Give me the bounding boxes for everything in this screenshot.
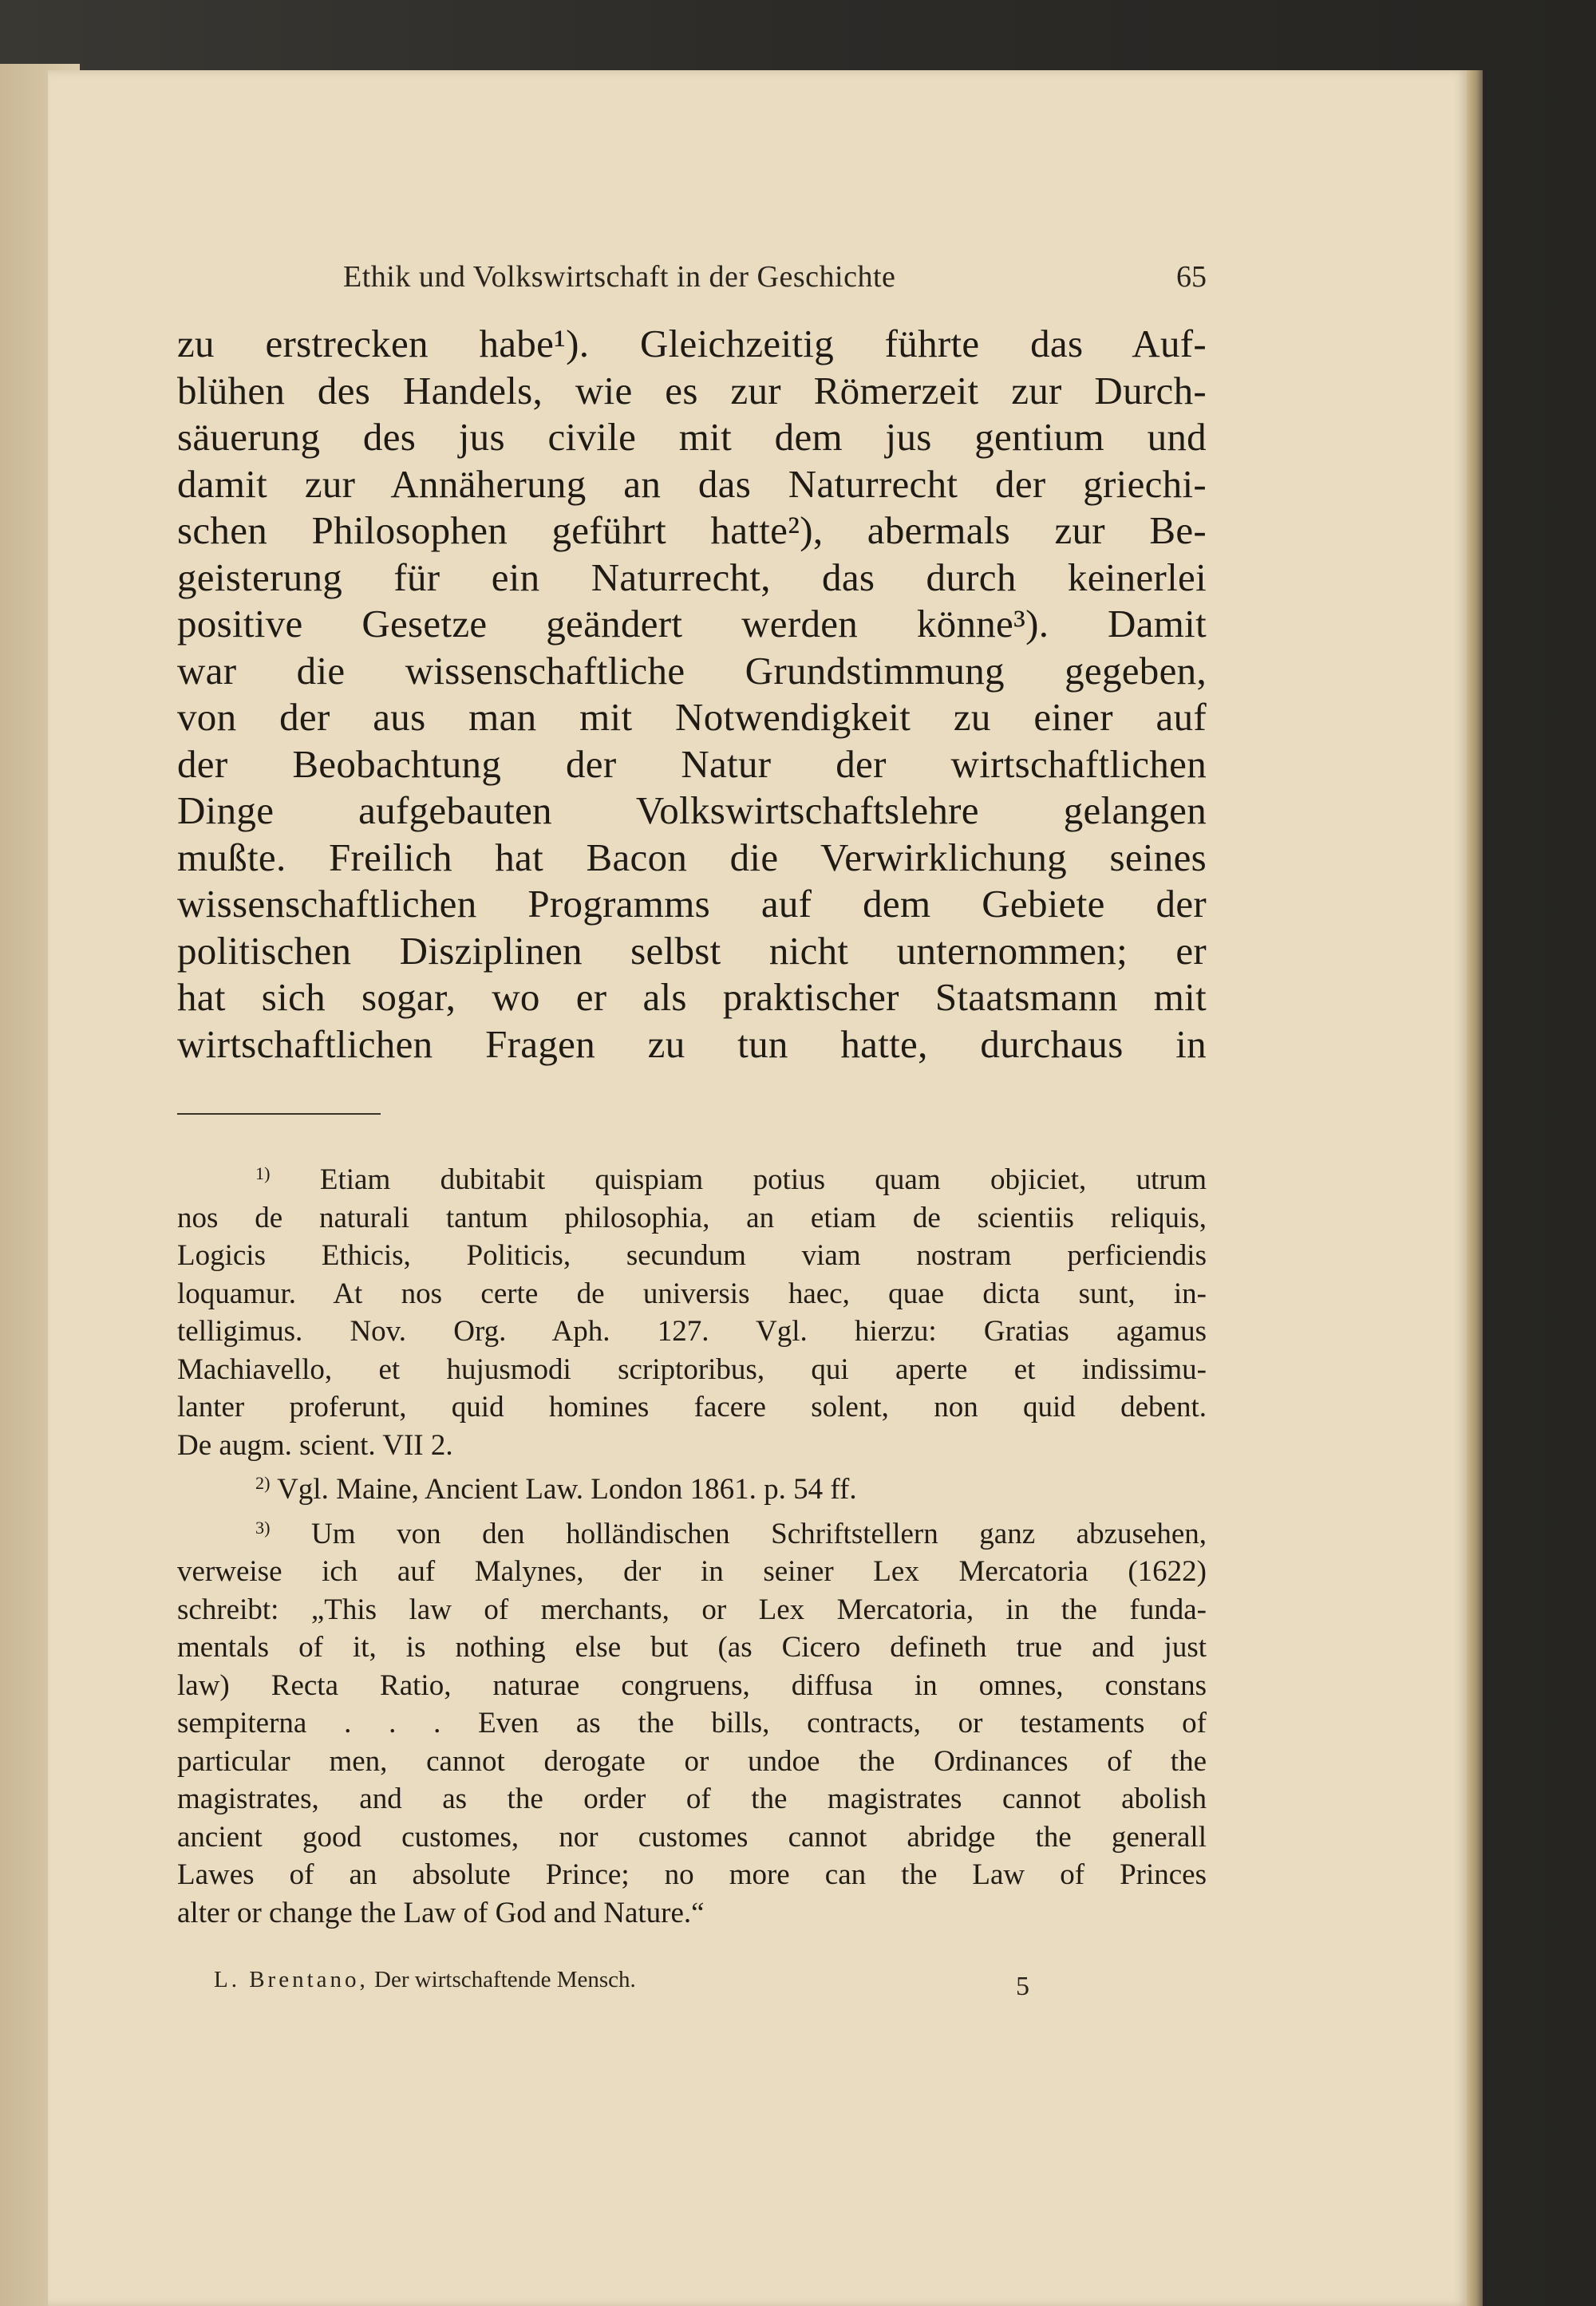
- footnote-line: [177, 1515, 1207, 1554]
- text-line: Dinge aufgebauten Volkswirtschaftslehre gelangen: [177, 788, 1207, 832]
- text-line: positive Gesetze geändert werden könne³). Damit: [177, 602, 1207, 646]
- footnote-line: De augm. scient. VII 2.: [177, 1428, 453, 1462]
- footnote-line: ancient good customes, nor customes cannot abridge the generall: [177, 1820, 1207, 1854]
- footnote-line: magistrates, and as the order of the magistrates cannot abolish: [177, 1783, 1207, 1815]
- footnote-line: lanter proferunt, quid homines facere solent, non quid debent.: [177, 1391, 1207, 1423]
- footnote-line: law) Recta Ratio, naturae congruens, diffusa in omnes, constans: [177, 1668, 1207, 1702]
- footnote-line: alter or change the Law of God and Nature.“: [177, 1896, 705, 1929]
- footnote-text: Etiam dubitabit quispiam potius quam objiciet, utrum: [319, 1163, 1207, 1196]
- footnote-line: Lawes of an absolute Prince; no more can the Law of Princes: [177, 1858, 1207, 1891]
- footnote-line: nos de naturali tantum philosophia, an etiam de scientiis reliquis,: [177, 1201, 1207, 1234]
- sheet-number: 5: [1016, 1972, 1029, 2001]
- page-stack-edge: [1467, 70, 1483, 2306]
- text-line: blühen des Handels, wie es zur Römerzeit zur Durch-: [177, 368, 1207, 413]
- footnote-line: particular men, cannot derogate or undoe the Ordinances of the: [177, 1744, 1207, 1778]
- text-line: der Beobachtung der Natur der wirtschaftlichen: [177, 741, 1207, 786]
- text-line: wissenschaftlichen Programms auf dem Gebiete der: [177, 882, 1207, 926]
- footnote-line: Logicis Ethicis, Politicis, secundum viam nostram perficiendis: [177, 1239, 1207, 1272]
- text-line: geisterung für ein Naturrecht, das durch keinerlei: [177, 555, 1207, 599]
- text-line: mußte. Freilich hat Bacon die Verwirklichung seines: [177, 835, 1207, 879]
- footnote-text: Um von den holländischen Schriftstellern ganz abzusehen,: [311, 1517, 1207, 1550]
- text-line: schen Philosophen geführt hatte²), abermals zur Be-: [177, 508, 1207, 552]
- footnote-line: telligimus. Nov. Org. Aph. 127. Vgl. hierzu: Gratias agamus: [177, 1315, 1207, 1348]
- footnote-marker: 1): [255, 1163, 271, 1183]
- text-line: war die wissenschaftliche Grundstimmung gegeben,: [177, 648, 1207, 693]
- footnote-line: Machiavello, et hujusmodi scriptoribus, qui aperte et indissimu-: [177, 1352, 1207, 1386]
- footnote-marker: 2): [255, 1472, 271, 1493]
- footnote-separator: [177, 1113, 381, 1115]
- text-line: politischen Disziplinen selbst nicht unternommen; er: [177, 928, 1207, 973]
- footnote-line: mentals of it, is nothing else but (as Cicero defineth true and just: [177, 1631, 1207, 1664]
- footnote-1: [177, 1161, 1207, 1464]
- footnote-line: sempiterna . . . Even as the bills, contracts, or testaments of: [177, 1707, 1207, 1739]
- running-title: Ethik und Volkswirtschaft in der Geschichte: [343, 260, 896, 294]
- footnote-line: verweise ich auf Malynes, der in seiner Lex Mercatoria (1622): [177, 1555, 1207, 1588]
- signature-author: L. Brentano,: [214, 1967, 369, 1992]
- text-line: damit zur Annäherung an das Naturrecht der griechi-: [177, 461, 1207, 506]
- text-line: hat sich sogar, wo er als praktischer Staatsmann mit: [177, 975, 1207, 1019]
- footnote-text: Vgl. Maine, Ancient Law. London 1861. p. 54 ff.: [277, 1473, 857, 1506]
- footnote-marker: 3): [255, 1517, 271, 1538]
- running-header: [177, 259, 1207, 299]
- footnote-2: [177, 1471, 1207, 1509]
- main-text: [177, 321, 1207, 1068]
- footnotes: [177, 1161, 1207, 1932]
- text-line: zu erstrecken habe¹). Gleichzeitig führte das Auf-: [177, 322, 1207, 365]
- footnote-line: [177, 1161, 1207, 1199]
- footnote-line: [177, 1471, 1207, 1509]
- text-line: von der aus man mit Notwendigkeit zu einer auf: [177, 695, 1207, 739]
- text-line: säuerung des jus civile mit dem jus gentium und: [177, 415, 1207, 459]
- footnote-line: schreibt: „This law of merchants, or Lex Mercatoria, in the funda-: [177, 1593, 1207, 1626]
- footnote-3: [177, 1515, 1207, 1933]
- page-number: 65: [1176, 260, 1207, 294]
- text-line: wirtschaftlichen Fragen zu tun hatte, durchaus in: [177, 1021, 1207, 1066]
- signature-title: Der wirtschaftende Mensch.: [374, 1967, 636, 1992]
- signature-line: [214, 1967, 1044, 1999]
- footnote-line: loquamur. At nos certe de universis haec, quae dicta sunt, in-: [177, 1277, 1207, 1310]
